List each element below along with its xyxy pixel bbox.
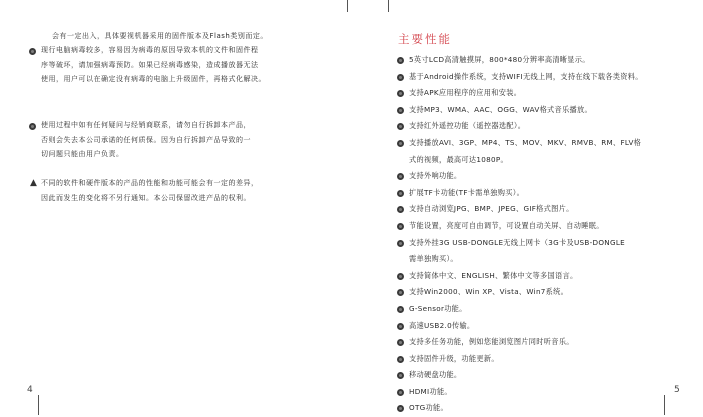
bullet-icon [397,356,404,363]
bullet-icon [397,240,404,247]
bullet-icon [397,140,404,147]
feature-item [397,384,697,401]
bullet-icon [397,206,404,213]
bullet-icon [397,323,404,330]
warning-triangle-icon: ▲ [30,178,37,188]
feature-item [397,334,697,351]
feature-item [397,284,697,301]
bullet-icon [397,90,404,97]
feature-item [397,69,697,86]
feature-item [397,135,697,152]
feature-text: 基于Android操作系统，支持WIFI无线上网，支持在线下载各类资料。 [409,71,643,81]
feature-item [397,102,697,119]
bullet-icon [397,289,404,296]
page-number: 5 [674,385,680,395]
feature-text: 高速USB2.0传输。 [409,320,475,330]
feature-text: 支持多任务功能，例如您能浏览图片同时听音乐。 [409,337,574,347]
feature-item [397,318,697,335]
feature-item [397,218,697,235]
left-page [0,0,351,415]
bullet-icon [397,57,404,64]
feature-item [397,85,697,102]
bullet-icon [397,372,404,379]
virus-note-line: 现行电脑病毒较多，容易因为病毒的原因导致本机的文件和固件程 [41,46,259,54]
feature-item [397,301,697,318]
bullet-icon [397,273,404,280]
intro-line: 会有一定出入，具体要视机器采用的固件版本及Flash类别而定。 [52,32,268,40]
bullet-icon [397,74,404,81]
feature-text: 移动硬盘功能。 [409,370,462,380]
feature-text: 5英寸LCD高清触摸屏，800*480分辨率高清晰显示。 [409,55,590,64]
feature-item [397,268,697,285]
feature-text: HDMI功能。 [409,386,452,396]
bullet-icon [397,339,404,346]
disclaimer-line: 不同的软件和硬件版本的产品的性能和功能可能会有一定的差异， [41,179,259,187]
feature-item [397,118,697,135]
virus-note-line: 使用，用户可以在确定没有病毒的电脑上升级固件，再格式化解决。 [41,75,266,84]
feature-text: 支持红外遥控功能（遥控器选配）。 [409,121,526,131]
feature-text: 支持简体中文、ENGLISH、繁体中文等多国语言。 [409,270,578,280]
feature-item [397,201,697,218]
feature-text: 支持Win2000、Win XP、Vista、Win7系统。 [409,287,569,297]
page-number: 4 [27,385,33,395]
feature-text: OTG功能。 [409,403,448,413]
bullet-icon [397,223,404,230]
bullet-icon [29,123,36,130]
section-title: 主要性能 [398,32,452,46]
feature-item [397,185,697,202]
bullet-icon [397,123,404,130]
bullet-icon [29,48,36,55]
feature-item [397,351,697,368]
crop-mark-bottom [664,395,665,415]
virus-note-line: 序等破坏，请加强病毒预防。如果已经病毒感染，造成播放器无法 [41,60,259,69]
bullet-icon [397,107,404,114]
bullet-icon [397,389,404,396]
feature-text: 支持外挂3G USB-DONGLE无线上网卡（3G卡及USB-DONGLE [409,237,625,247]
crop-mark-top [388,0,389,12]
support-note [41,118,251,162]
bullet-icon [397,405,404,412]
feature-item [397,52,697,69]
bullet-icon [397,306,404,313]
feature-text: 支持MP3、WMA、AAC、OGG、WAV格式音乐播放。 [409,104,592,114]
support-note-line: 切问题只能由用户负责。 [41,150,124,159]
feature-list [397,52,697,417]
feature-continuation: 需单独购买）。 [409,254,458,264]
bullet-icon [397,173,404,180]
intro-paragraph [52,29,268,44]
feature-text: 支持固件升级，功能更新。 [409,353,499,363]
support-note-line: 否则会失去本公司承诺的任何质保。因为自行拆卸产品导致的一 [41,135,251,144]
support-note-line: 使用过程中如有任何疑问与经销商联系，请勿自行拆卸本产品， [41,121,251,129]
feature-text: 支持外响功能。 [409,171,462,181]
feature-text: 扩展TF卡功能(TF卡需单独购买）。 [409,187,525,197]
disclaimer [41,176,259,205]
feature-item [397,168,697,185]
feature-item [397,367,697,384]
feature-text: 节能设置，亮度可自由调节，可设置自动关屏、自动睡眠。 [409,220,604,230]
feature-continuation: 式的视频，最高可达1080P。 [409,154,509,164]
feature-text: G-Sensor功能。 [409,303,467,313]
feature-text: 支持自动浏览JPG、BMP、JPEG、GIF格式图片。 [409,204,574,214]
feature-text: 支持APK应用程序的应用和安装。 [409,88,522,98]
disclaimer-line: 因此而发生的变化将不另行通知。本公司保留改进产品的权利。 [41,193,251,202]
bullet-icon [397,190,404,197]
crop-mark-top [347,0,348,12]
virus-note [41,43,266,87]
crop-mark-bottom [38,395,39,415]
right-page [352,0,703,415]
feature-item [397,235,697,252]
feature-text: 支持播放AVI、3GP、MP4、TS、MOV、MKV、RMVB、RM、FLV格 [409,137,642,147]
